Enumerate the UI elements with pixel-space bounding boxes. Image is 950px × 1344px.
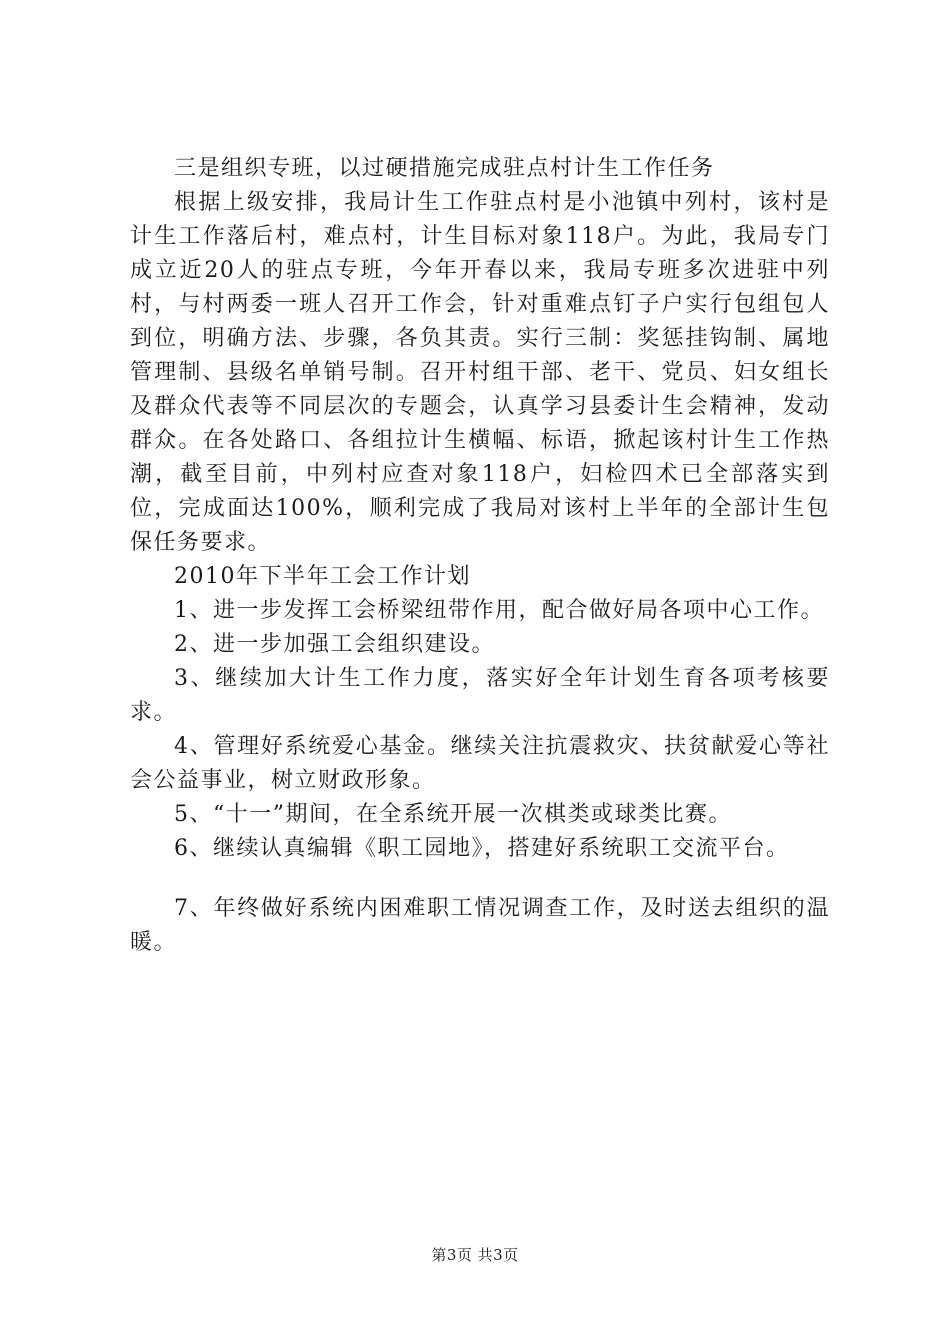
body-paragraph-village-work: 根据上级安排，我局计生工作驻点村是小池镇中列村，该村是计生工作落后村，难点村，计生目标对象118户。为此，我局专门成立近20人的驻点专班，今年开春以来，我局专班多次进驻中列村，与村两委一班人召开工作会，针对重难点钉子户实行包组包人到位，明确方法、步骤，各负其责。实行三制：奖惩挂钩制、属地管理制、县级名单销号制。召开村组干部、老干、党员、妇女组长及群众代表等不同层次的专题会，认真学习县委计生会精神，发动群众。在各处路口、各组拉计生横幅、标语，掀起该村计生工作热潮，截至目前，中列村应查对象118户，妇检四术已全部落实到位，完成面达100%，顺利完成了我局对该村上半年的全部计生包保任务要求。 (130, 190, 830, 555)
section-heading-union-plan: 2010年下半年工会工作计划 (174, 564, 471, 589)
section-heading-task-force: 三是组织专班，以过硬措施完成驻点村计生工作任务 (174, 156, 715, 181)
page-number-footer: 第3页 共3页 (431, 1246, 519, 1264)
plan-item-3: 3、继续加大计生工作力度，落实好全年计划生育各项考核要求。 (130, 666, 830, 725)
plan-item-6: 6、继续认真编辑《职工园地》，搭建好系统职工交流平台。 (174, 836, 790, 861)
document-body (130, 152, 830, 960)
plan-item-1: 1、进一步发挥工会桥梁纽带作用，配合做好局各项中心工作。 (174, 598, 824, 623)
plan-item-4: 4、管理好系统爱心基金。继续关注抗震救灾、扶贫献爱心等社会公益事业，树立财政形象。 (130, 734, 830, 793)
plan-item-7: 7、年终做好系统内困难职工情况调查工作，及时送去组织的温暖。 (130, 896, 830, 955)
plan-item-2: 2、进一步加强工会组织建设。 (174, 632, 495, 657)
plan-item-5: 5、“十一”期间，在全系统开展一次棋类或球类比赛。 (174, 802, 732, 827)
